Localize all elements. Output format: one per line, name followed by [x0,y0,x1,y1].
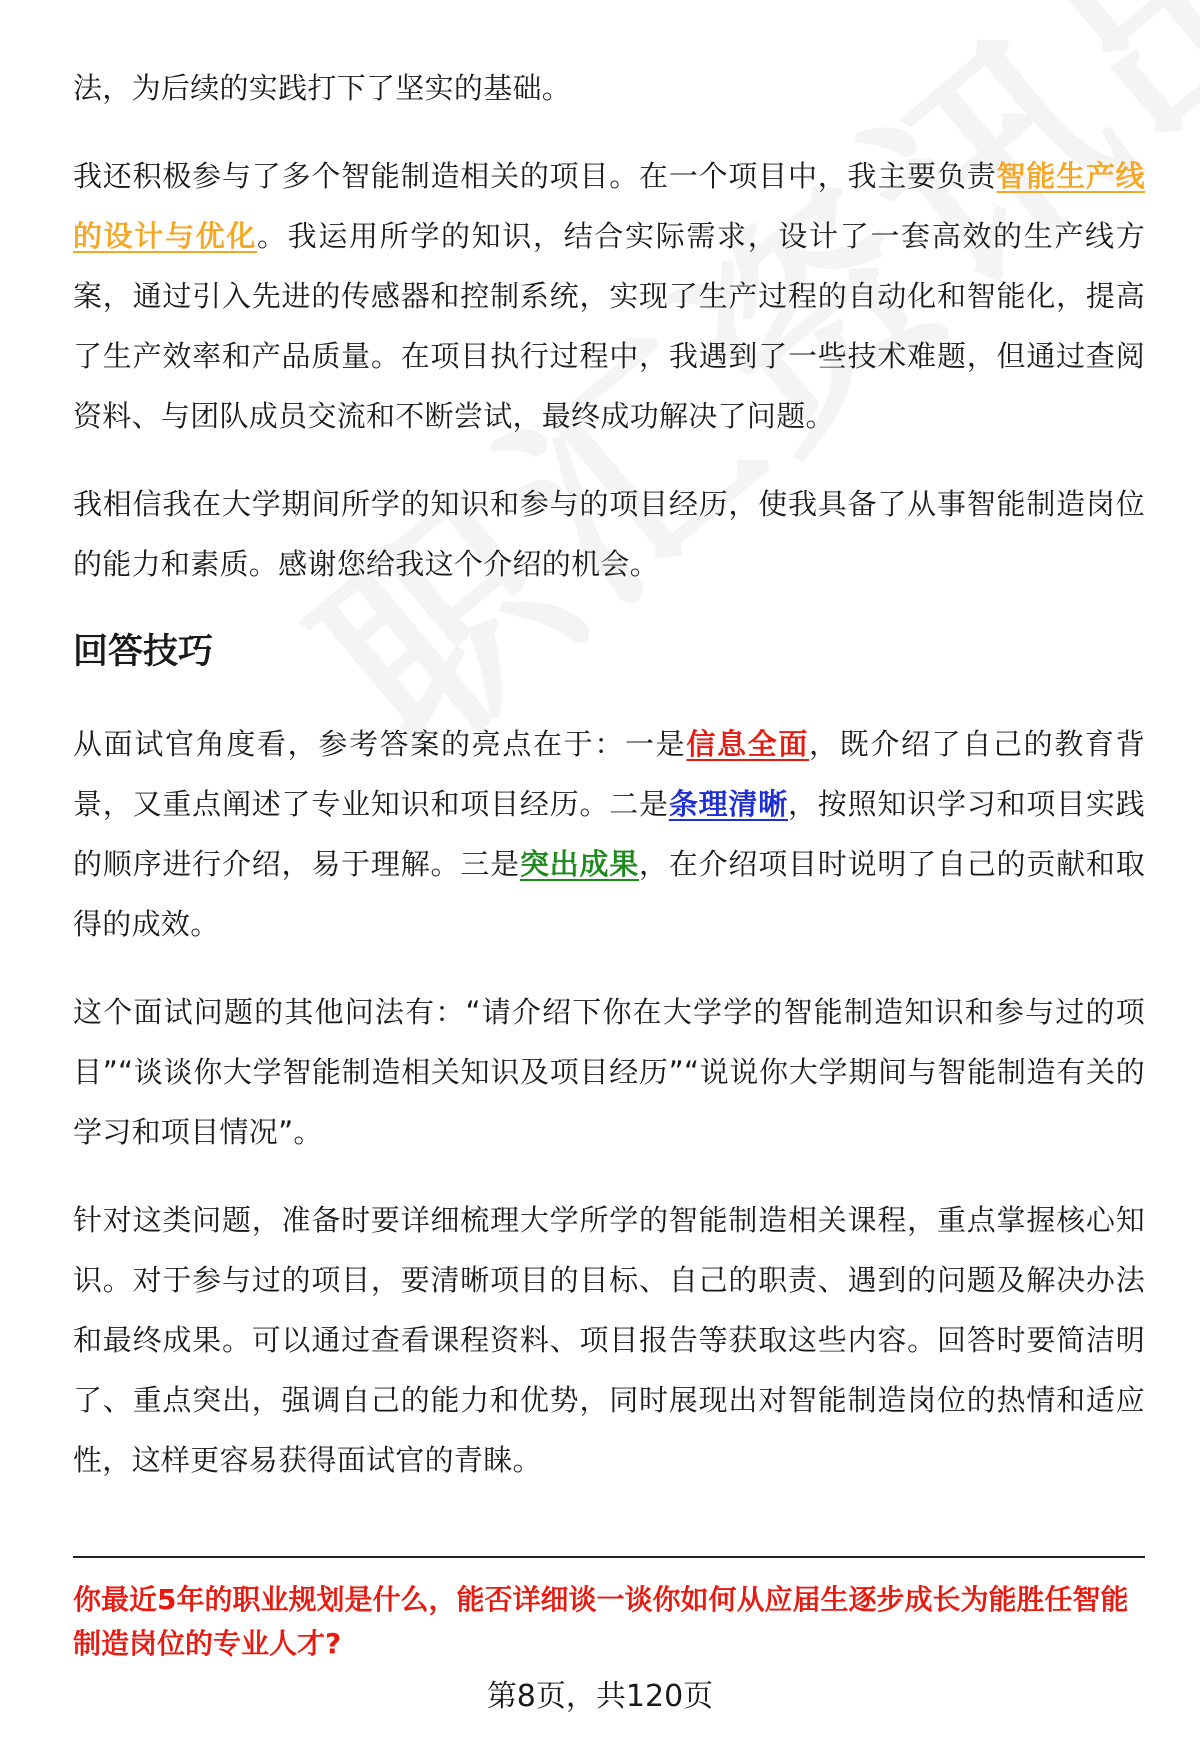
paragraph-preparation-tips [73,1190,1145,1490]
paragraph-text: 从面试官角度看，参考答案的亮点在于：一是 [73,727,687,761]
paragraph-project [73,146,1145,446]
highlight-outstanding-results: 突出成果 [519,847,640,881]
paragraph-text: 法，为后续的实践打下了坚实的基础。 [73,71,572,105]
paragraph-text: ，按照知识学习和项目实践的顺序进行介绍，易于理解。三是 [73,787,1145,881]
divider [73,1556,1145,1558]
page-number: 第8页，共120页 [486,1679,714,1714]
paragraph-text: 。我运用所学的知识，结合实际需求，设计了一套高效的生产线方案，通过引入先进的传感器和控制系统，实现了生产过程的自动化和智能化，提高了生产效率和产品质量。在项目执行过程中，我遇到了一些技术难题，但通过查阅资料、与团队成员交流和不断尝试，最终成功解决了问题。 [73,219,1145,433]
paragraph-closing [73,474,1145,594]
paragraph-text: 我还积极参与了多个智能制造相关的项目。在一个项目中，我主要负责 [73,159,997,193]
paragraph-continuation [73,58,1145,118]
paragraph-text: ，在介绍项目时说明了自己的贡献和取得的成效。 [73,847,1145,941]
highlight-smart-production-line: 智能生产线的设计与优化 [73,159,1145,253]
paragraph-text: ，既介绍了自己的教育背景，又重点阐述了专业知识和项目经历。二是 [73,727,1145,821]
section-heading: 回答技巧 [73,632,214,672]
paragraph-highlights [73,714,1145,954]
highlight-complete-info: 信息全面 [686,727,810,761]
highlight-clear-structure: 条理清晰 [668,787,788,821]
document-body [73,58,1145,1518]
paragraph-text: 我相信我在大学期间所学的知识和参与的项目经历，使我具备了从事智能制造岗位的能力和素质。感谢您给我这个介绍的机会。 [73,487,1145,581]
paragraph-text: 这个面试问题的其他问法有：“请介绍下你在大学学的智能制造知识和参与过的项目”“谈谈你大学智能制造相关知识及项目经历”“说说你大学期间与智能制造有关的学习和项目情况”。 [73,995,1145,1149]
next-question: 你最近5年的职业规划是什么，能否详细谈一谈你如何从应届生逐步成长为能胜任智能制造岗位的专业人才? [73,1583,1129,1660]
paragraph-text: 针对这类问题，准备时要详细梳理大学所学的智能制造相关课程，重点掌握核心知识。对于参与过的项目，要清晰项目的目标、自己的职责、遇到的问题及解决办法和最终成果。可以通过查看课程资料、项目报告等获取这些内容。回答时要简洁明了、重点突出，强调自己的能力和优势，同时展现出对智能制造岗位的热情和适应性，这样更容易获得面试官的青睐。 [73,1203,1145,1477]
paragraph-alternative-questions [73,982,1145,1162]
